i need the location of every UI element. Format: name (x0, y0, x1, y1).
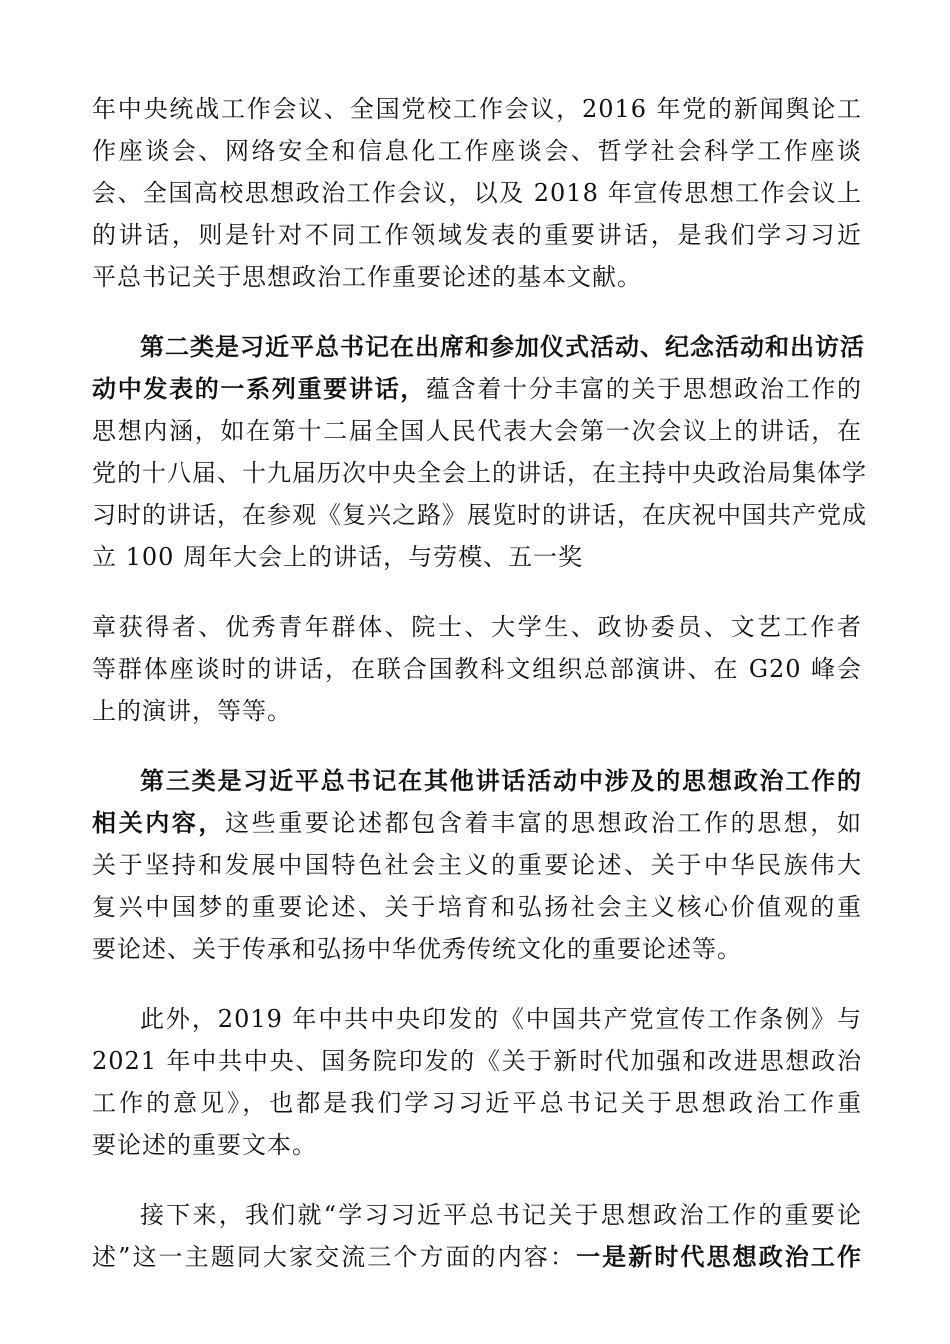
paragraph-2-continued (92, 606, 862, 732)
text-line: 作座谈会、网络安全和信息化工作座谈会、哲学社会科学工作座谈 (92, 137, 862, 165)
bold-heading-line: 第三类是习近平总书记在其他讲话活动中涉及的思想政治工作的 (140, 766, 862, 795)
text-line: 工作的意见》，也都是我们学习习近平总书记关于思想政治工作重 (92, 1089, 862, 1117)
text-line: 会、全国高校思想政治工作会议，以及 2018 年宣传思想工作会议上 (92, 179, 862, 207)
paragraph-5 (92, 1194, 862, 1278)
paragraph-1 (92, 88, 862, 298)
document-page (92, 88, 867, 1278)
paragraph-2 (92, 326, 867, 578)
text-line: 章获得者、优秀青年群体、院士、大学生、政协委员、文艺工作者 (92, 613, 862, 641)
text-line: 此外，2019 年中共中央印发的《中国共产党宣传工作条例》与 (140, 1005, 862, 1033)
text-line: 等群体座谈时的讲话，在联合国教科文组织总部演讲、在 G20 峰会 (92, 655, 862, 683)
text-line: 平总书记关于思想政治工作重要论述的基本文献。 (92, 263, 642, 291)
bold-lead: 相关内容， (92, 808, 226, 837)
text-line: 要论述、关于传承和弘扬中华优秀传统文化的重要论述等。 (92, 935, 742, 963)
text-line: 关于坚持和发展中国特色社会主义的重要论述、关于中华民族伟大 (92, 851, 862, 879)
paragraph-4 (92, 998, 862, 1166)
text-run: 蕴含着十分丰富的关于思想政治工作的 (425, 375, 863, 403)
bold-heading-line: 第二类是习近平总书记在出席和参加仪式活动、纪念活动和出访活 (140, 332, 865, 361)
mixed-line (92, 368, 862, 410)
text-line: 上的演讲，等等。 (92, 697, 292, 725)
mixed-line (92, 1236, 862, 1278)
mixed-line (92, 802, 862, 844)
bold-run: 一是新时代思想政治工作 (576, 1242, 862, 1271)
text-line: 接下来，我们就“学习习近平总书记关于思想政治工作的重要论 (140, 1201, 862, 1229)
text-line: 的讲话，则是针对不同工作领域发表的重要讲话，是我们学习习近 (92, 221, 862, 249)
text-run: 述”这一主题同大家交流三个方面的内容： (92, 1243, 577, 1271)
text-line: 思想内涵，如在第十二届全国人民代表大会第一次会议上的讲话，在 (92, 417, 862, 445)
text-run: 这些重要论述都包含着丰富的思想政治工作的思想，如 (225, 809, 863, 837)
paragraph-3 (92, 760, 862, 970)
text-line: 年中央统战工作会议、全国党校工作会议，2016 年党的新闻舆论工 (92, 95, 862, 123)
text-line: 党的十八届、十九届历次中央全会上的讲话，在主持中央政治局集体学 (92, 459, 867, 487)
bold-lead: 动中发表的一系列重要讲话， (92, 374, 426, 403)
text-line: 复兴中国梦的重要论述、关于培育和弘扬社会主义核心价值观的重 (92, 893, 862, 921)
text-line: 立 100 周年大会上的讲话，与劳模、五一奖 (92, 543, 584, 571)
text-line: 要论述的重要文本。 (92, 1131, 317, 1159)
text-line: 2021 年中共中央、国务院印发的《关于新时代加强和改进思想政治 (92, 1047, 862, 1075)
text-line: 习时的讲话，在参观《复兴之路》展览时的讲话，在庆祝中国共产党成 (92, 501, 867, 529)
